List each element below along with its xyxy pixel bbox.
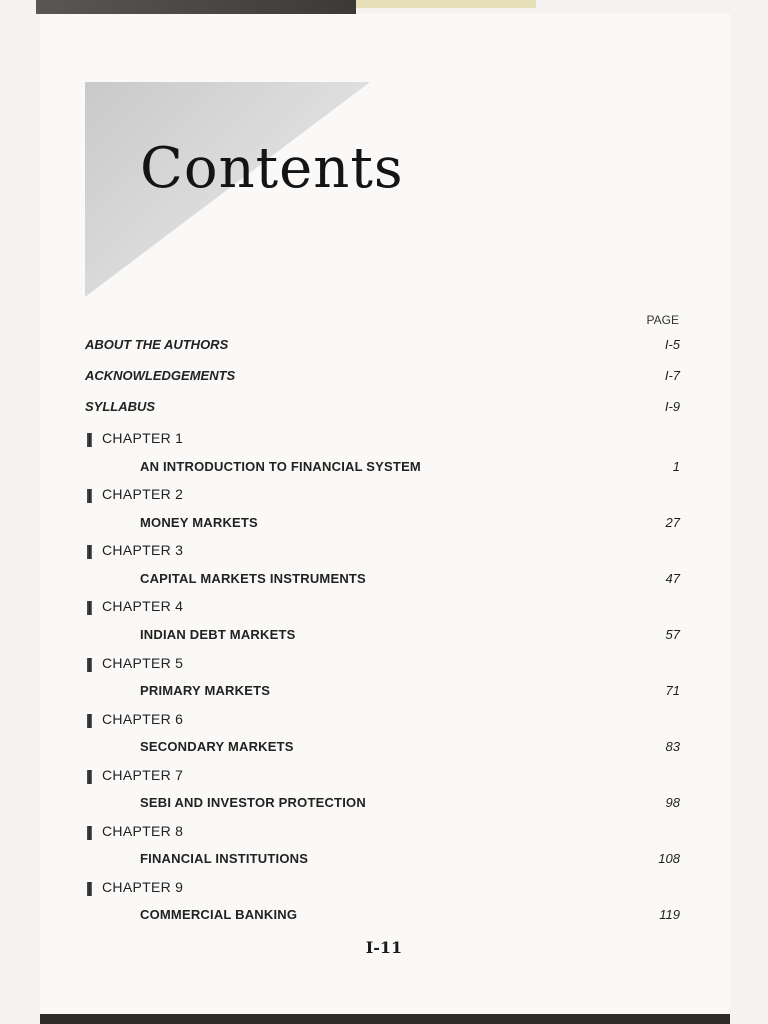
toc-entry-page: I-7: [664, 368, 680, 383]
chapter-marker-icon: [87, 433, 92, 447]
chapter-heading-label: CHAPTER 6: [102, 711, 184, 727]
chapter-page-number: 98: [665, 795, 680, 810]
chapter-page-number: 47: [665, 571, 680, 586]
toc-entry-acknowledgements: [0, 368, 768, 388]
chapter-heading-label: CHAPTER 1: [102, 430, 184, 446]
chapter-heading-4: [0, 598, 768, 618]
chapter-heading-1: [0, 430, 768, 450]
bottom-page-edge: [40, 1014, 730, 1024]
top-page-edge: [36, 0, 356, 14]
chapter-title-4: [0, 627, 768, 647]
chapter-title-1: [0, 459, 768, 479]
chapter-page-number: 119: [659, 907, 680, 922]
toc-entry-page: I-5: [664, 337, 680, 352]
toc-entry-label: ABOUT THE AUTHORS: [85, 337, 229, 352]
chapter-heading-label: CHAPTER 3: [102, 542, 184, 558]
chapter-heading-8: [0, 823, 768, 843]
chapter-page-number: 83: [665, 739, 680, 754]
chapter-marker-icon: [87, 545, 92, 559]
chapter-title-label: AN INTRODUCTION TO FINANCIAL SYSTEM: [140, 459, 421, 474]
chapter-title-3: [0, 571, 768, 591]
chapter-marker-icon: [87, 658, 92, 672]
chapter-heading-label: CHAPTER 4: [102, 598, 184, 614]
chapter-page-number: 71: [665, 683, 680, 698]
chapter-heading-label: CHAPTER 9: [102, 879, 184, 895]
chapter-marker-icon: [87, 714, 92, 728]
chapter-page-number: 1: [672, 459, 680, 474]
chapter-heading-9: [0, 879, 768, 899]
chapter-marker-icon: [87, 770, 92, 784]
top-page-edge-light: [356, 0, 536, 8]
chapter-title-label: COMMERCIAL BANKING: [140, 907, 298, 922]
chapter-title-label: CAPITAL MARKETS INSTRUMENTS: [140, 571, 366, 586]
chapter-heading-3: [0, 542, 768, 562]
chapter-marker-icon: [87, 882, 92, 896]
chapter-heading-6: [0, 711, 768, 731]
chapter-title-label: SECONDARY MARKETS: [140, 739, 294, 754]
chapter-title-label: PRIMARY MARKETS: [140, 683, 271, 698]
chapter-heading-label: CHAPTER 7: [102, 767, 184, 783]
chapter-heading-label: CHAPTER 2: [102, 486, 184, 502]
toc-entry-syllabus: [0, 399, 768, 419]
chapter-heading-label: CHAPTER 8: [102, 823, 184, 839]
chapter-marker-icon: [87, 489, 92, 503]
chapter-heading-2: [0, 486, 768, 506]
chapter-title-7: [0, 795, 768, 815]
chapter-marker-icon: [87, 601, 92, 615]
chapter-marker-icon: [87, 826, 92, 840]
toc-entry-label: ACKNOWLEDGEMENTS: [85, 368, 236, 383]
chapter-title-6: [0, 739, 768, 759]
toc-entry-page: I-9: [664, 399, 680, 414]
chapter-title-9: [0, 907, 768, 927]
chapter-title-label: INDIAN DEBT MARKETS: [140, 627, 296, 642]
page-title: Contents: [140, 136, 404, 201]
chapter-page-number: 27: [665, 515, 680, 530]
chapter-page-number: 108: [658, 851, 680, 866]
chapter-page-number: 57: [665, 627, 680, 642]
chapter-title-2: [0, 515, 768, 535]
chapter-heading-label: CHAPTER 5: [102, 655, 184, 671]
chapter-title-8: [0, 851, 768, 871]
page-column-header: PAGE: [646, 313, 679, 327]
footer-page-number: I-11: [365, 938, 403, 957]
toc-entry-about-the-authors: [0, 337, 768, 357]
chapter-title-label: FINANCIAL INSTITUTIONS: [140, 851, 309, 866]
toc-entry-label: SYLLABUS: [85, 399, 156, 414]
chapter-title-label: MONEY MARKETS: [140, 515, 258, 530]
chapter-title-5: [0, 683, 768, 703]
chapter-heading-5: [0, 655, 768, 675]
chapter-title-label: SEBI AND INVESTOR PROTECTION: [140, 795, 366, 810]
chapter-heading-7: [0, 767, 768, 787]
